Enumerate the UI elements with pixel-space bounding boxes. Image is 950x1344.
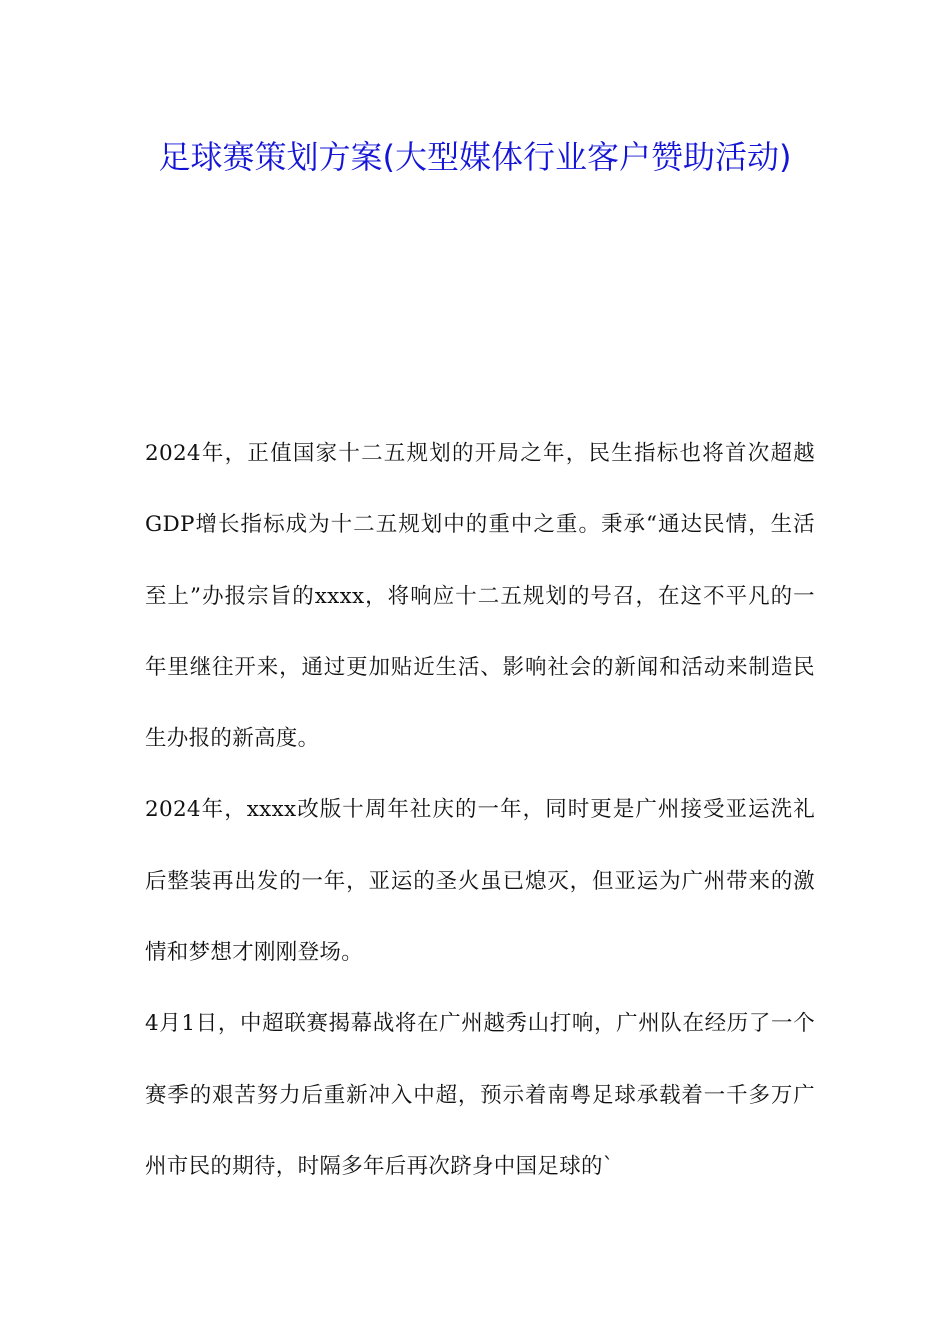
paragraph-3: 4月1日，中超联赛揭幕战将在广州越秀山打响，广州队在经历了一个赛季的艰苦努力后重新冲入中超，预示着南粤足球承载着一千多万广州市民的期待，时隔多年后再次跻身中国足球的` (145, 1011, 815, 1179)
paragraph-2: 2024年，xxxx改版十周年社庆的一年，同时更是广州接受亚运洗礼后整装再出发的一年，亚运的圣火虽已熄灭，但亚运为广州带来的激情和梦想才刚刚登场。 (145, 797, 815, 966)
paragraph-1: 2024年，正值国家十二五规划的开局之年，民生指标也将首次超越GDP增长指标成为十二五规划中的重中之重。秉承“通达民情，生活至上”办报宗旨的xxxx，将响应十二五规划的号召，在这不平凡的一年里继往开来，通过更加贴近生活、影响社会的新闻和活动来制造民生办报的新高度。 (145, 441, 815, 752)
document-body (145, 418, 815, 1202)
document-title: 足球赛策划方案(大型媒体行业客户赞助活动) (158, 138, 792, 176)
